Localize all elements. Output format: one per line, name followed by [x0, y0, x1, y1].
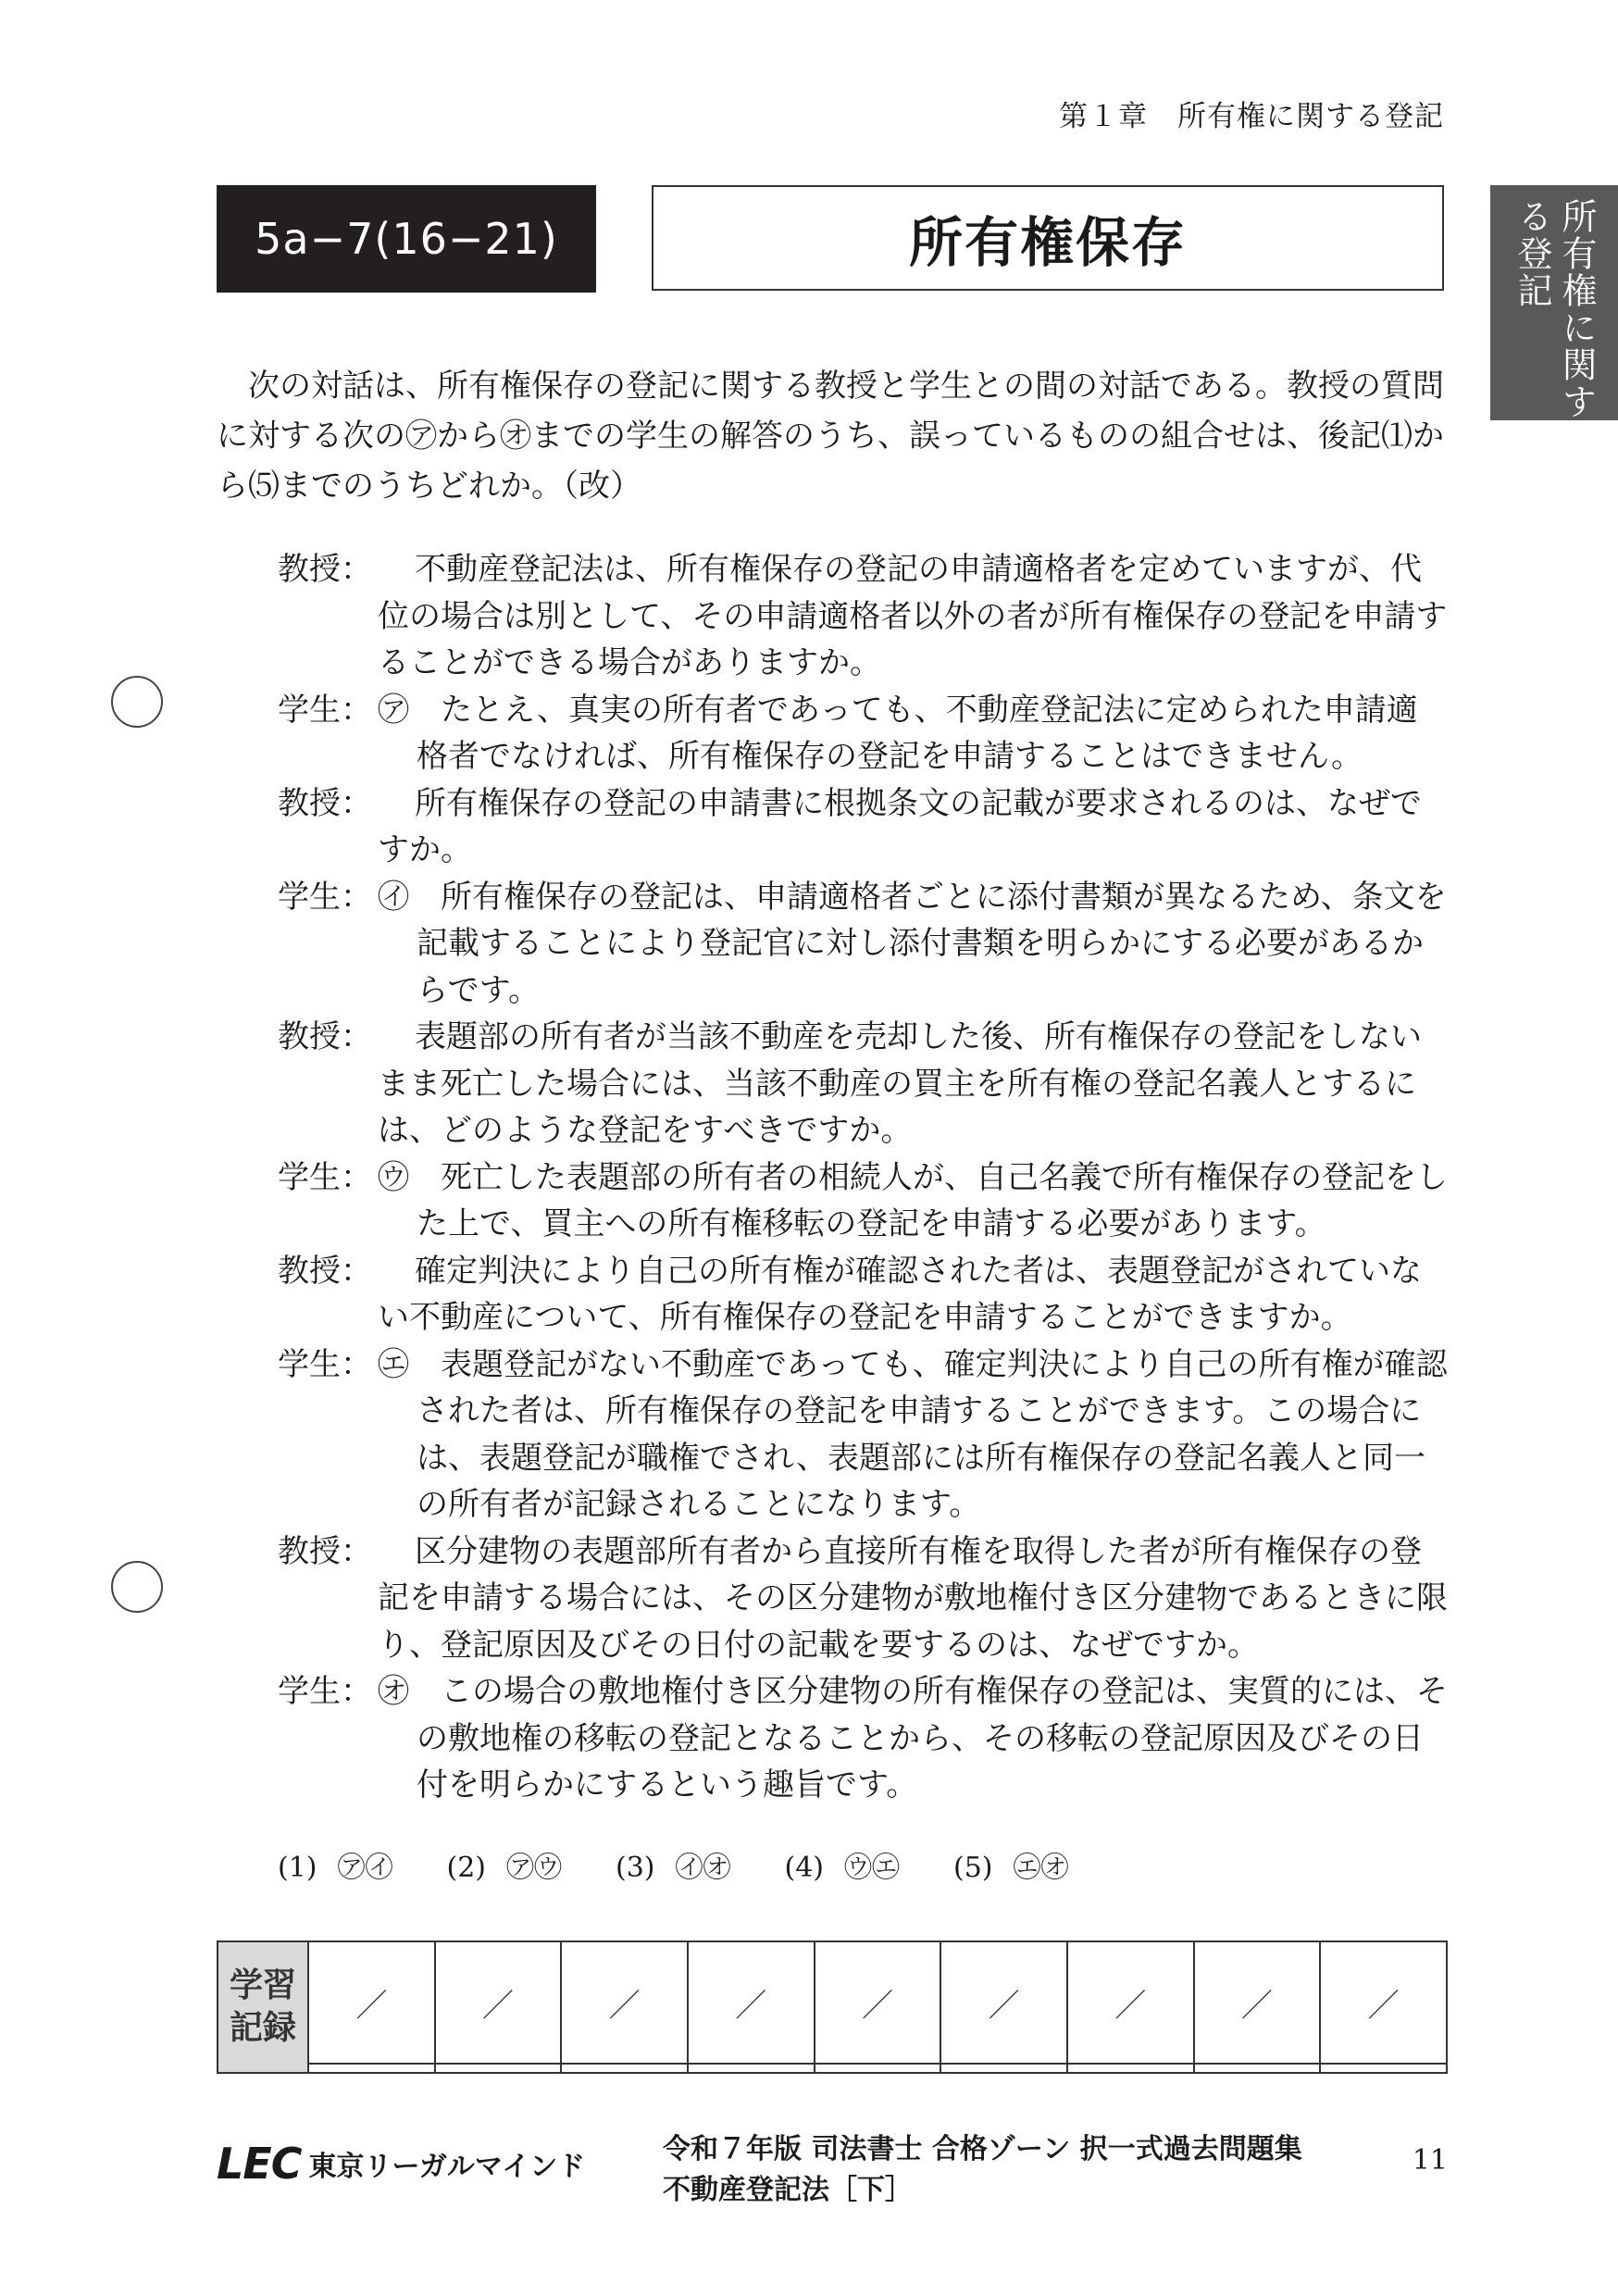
question-text: 次の対話は、所有権保存の登記に関する教授と学生との間の対話である。教授の質問に対する次の㋐から㋔までの学生の解答のうち、誤っているものの組合せは、後記⑴から⑸までのうちどれか。（改）: [217, 368, 1444, 505]
chapter-header: 第１章 所有権に関する登記: [1059, 100, 1444, 133]
record-result-cell[interactable]: [688, 2064, 815, 2073]
problem-id-badge: 5a−7(16−21): [217, 185, 596, 293]
turn-body: [378, 687, 1448, 780]
dialogue-turn-student: [278, 1341, 1448, 1529]
answer-choice[interactable]: [616, 1844, 731, 1885]
speaker-label: 教授：: [278, 784, 372, 822]
choice-number: (2): [446, 1852, 486, 1884]
book-title-line-1: 令和７年版 司法書士 合格ゾーン 択一式過去問題集: [663, 2133, 1302, 2165]
publisher-name: 東京リーガルマインド: [308, 2151, 586, 2183]
speaker-label: 学生：: [278, 1345, 372, 1383]
dialogue-turn-professor: [278, 546, 1448, 687]
dialogue-turn-professor: [278, 1014, 1448, 1154]
study-record-label: 学習 記録: [218, 1941, 308, 2073]
turn-text: 表題部の所有者が当該不動産を売却した後、所有権保存の登記をしないまま死亡した場合には、当該不動産の買主を所有権の登記名義人とするには、どのような登記をすべきですか。: [378, 1018, 1422, 1149]
chapter-side-tab: [1490, 185, 1618, 420]
speaker-label: 学生：: [278, 1673, 372, 1710]
answer-choice[interactable]: [785, 1844, 901, 1885]
record-date-cell[interactable]: ／: [815, 1941, 941, 2064]
turn-body: [378, 1154, 1448, 1248]
dialogue: [278, 546, 1448, 1809]
turn-text: 表題登記がない不動産であっても、確定判決により自己の所有権が確認された者は、所有権保存の登記を申請することができます。この場合には、表題登記が職権でされ、表題部には所有権保存の登記名義人と同一の所有者が記録されることになります。: [417, 1345, 1448, 1523]
turn-text: この場合の敷地権付き区分建物の所有権保存の登記は、実質的には、その敷地権の移転の登記となることから、その移転の登記原因及びその日付を明らかにするという趣旨です。: [417, 1673, 1448, 1803]
record-result-cell[interactable]: [1067, 2064, 1194, 2073]
turn-body: [378, 874, 1448, 1015]
binder-hole-icon: [111, 1561, 163, 1613]
answer-choice[interactable]: [447, 1844, 563, 1885]
choice-combo: ㋐㋑: [337, 1852, 393, 1884]
speaker-label: 学生：: [278, 691, 372, 729]
record-date-cell[interactable]: ／: [561, 1941, 688, 2064]
answer-choices: [278, 1844, 1296, 1885]
speaker-label: 学生：: [278, 878, 372, 916]
speaker-label: 学生：: [278, 1158, 372, 1196]
record-date-cell[interactable]: ／: [1320, 1941, 1447, 2064]
turn-body: [378, 1668, 1448, 1809]
speaker-label: 教授：: [278, 551, 372, 588]
choice-combo: ㋑㋔: [675, 1852, 731, 1884]
speaker-label: 教授：: [278, 1018, 372, 1055]
dialogue-turn-professor: [278, 1248, 1448, 1341]
turn-body: [378, 1341, 1448, 1529]
record-result-cell[interactable]: [940, 2064, 1067, 2073]
answer-choice[interactable]: [953, 1844, 1069, 1885]
answer-marker: ㋔: [378, 1673, 409, 1710]
answer-marker: ㋒: [378, 1158, 409, 1196]
side-tab-line-2: る登記: [1512, 198, 1552, 309]
choice-combo: ㋓㋔: [1013, 1852, 1069, 1884]
answer-choice[interactable]: [278, 1844, 393, 1885]
choice-number: (5): [953, 1852, 993, 1884]
answer-marker: ㋑: [378, 878, 409, 916]
side-tab-line-1: 所有権に関す: [1556, 198, 1597, 420]
record-result-cell[interactable]: [435, 2064, 562, 2073]
book-title-line-2: 不動産登記法［下］: [663, 2174, 913, 2206]
choice-number: (4): [784, 1852, 824, 1884]
record-result-cell[interactable]: [561, 2064, 688, 2073]
turn-text: 死亡した表題部の所有者の相続人が、自己名義で所有権保存の登記をした上で、買主への所有権移転の登記を申請する必要があります。: [417, 1158, 1448, 1242]
publisher-logo: [217, 2139, 585, 2189]
choice-combo: ㋒㋓: [844, 1852, 900, 1884]
study-record-table: [217, 1940, 1448, 2074]
dialogue-turn-student: [278, 1154, 1448, 1248]
record-date-cell[interactable]: ／: [1067, 1941, 1194, 2064]
record-date-cell[interactable]: ／: [435, 1941, 562, 2064]
speaker-label: 教授：: [278, 1252, 372, 1290]
dialogue-turn-student: [278, 687, 1448, 780]
record-result-cell[interactable]: [308, 2064, 435, 2073]
turn-text: 確定判決により自己の所有権が確認された者は、表題登記がされていない不動産について、所有権保存の登記を申請することができますか。: [378, 1252, 1422, 1336]
record-date-cell[interactable]: ／: [688, 1941, 815, 2064]
speaker-label: 教授：: [278, 1532, 372, 1570]
record-date-cell[interactable]: ／: [1194, 1941, 1321, 2064]
turn-text: 所有権保存の登記は、申請適格者ごとに添付書類が異なるため、条文を記載することにより登記官に対し添付書類を明らかにする必要があるからです。: [417, 878, 1447, 1009]
choice-combo: ㋐㋒: [506, 1852, 562, 1884]
record-result-cell[interactable]: [1194, 2064, 1321, 2073]
choice-number: (3): [616, 1852, 655, 1884]
turn-text: 不動産登記法は、所有権保存の登記の申請適格者を定めていますが、代位の場合は別として、その申請適格者以外の者が所有権保存の登記を申請することができる場合がありますか。: [378, 551, 1448, 681]
binder-hole-icon: [111, 676, 163, 728]
choice-number: (1): [278, 1852, 317, 1884]
answer-marker: ㋓: [378, 1345, 409, 1383]
turn-text: たとえ、真実の所有者であっても、不動産登記法に定められた申請適格者でなければ、所有権保存の登記を申請することはできません。: [417, 691, 1418, 775]
record-result-cell[interactable]: [1320, 2064, 1447, 2073]
dialogue-turn-professor: [278, 780, 1448, 874]
lec-logo-mark: LEC: [217, 2139, 302, 2189]
dialogue-turn-professor: [278, 1529, 1448, 1669]
problem-title: 所有権保存: [652, 185, 1444, 291]
dialogue-turn-student: [278, 1668, 1448, 1809]
page-number: 11: [1412, 2144, 1448, 2177]
record-result-cell[interactable]: [815, 2064, 941, 2073]
turn-text: 所有権保存の登記の申請書に根拠条文の記載が要求されるのは、なぜですか。: [378, 784, 1422, 868]
record-date-cell[interactable]: ／: [940, 1941, 1067, 2064]
dialogue-turn-student: [278, 874, 1448, 1015]
turn-text: 区分建物の表題部所有者から直接所有権を取得した者が所有権保存の登記を申請する場合には、その区分建物が敷地権付き区分建物であるときに限り、登記原因及びその日付の記載を要するのは、なぜですか。: [378, 1532, 1448, 1664]
record-date-cell[interactable]: ／: [308, 1941, 435, 2064]
book-title: [663, 2129, 1302, 2211]
answer-marker: ㋐: [378, 691, 409, 729]
